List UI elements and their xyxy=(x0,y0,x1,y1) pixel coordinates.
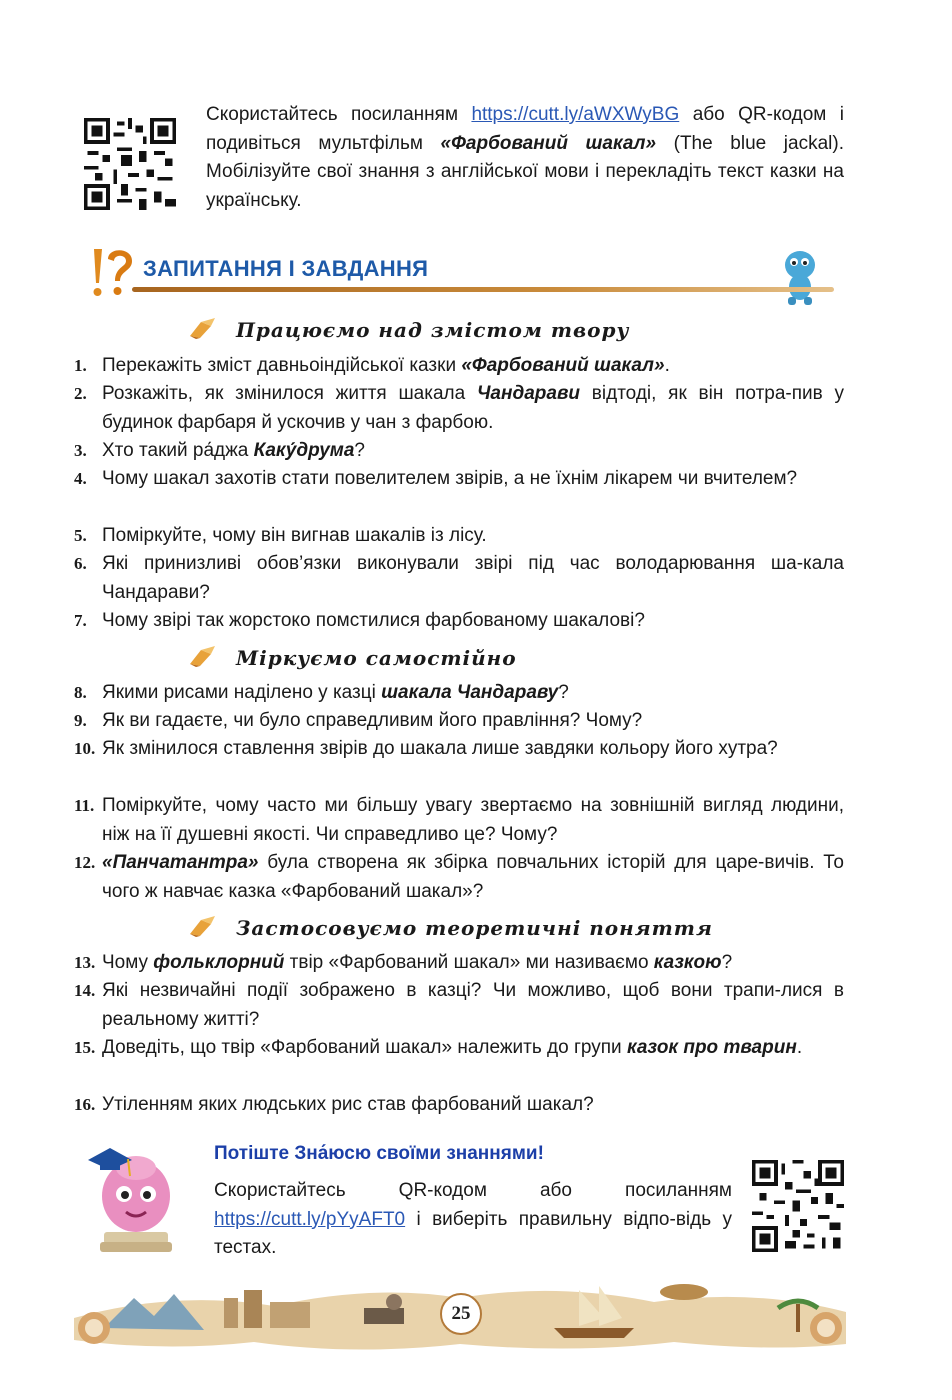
pencil-notebook-icon xyxy=(187,914,219,938)
question-text: Утіленням яких людських рис став фарбований шакал? xyxy=(102,1094,594,1115)
question-16 xyxy=(74,1091,844,1120)
question-emphasis: Чандарави xyxy=(476,383,581,404)
question-text: . xyxy=(664,355,670,376)
mascot-icon xyxy=(774,245,826,307)
test-link[interactable]: https://cutt.ly/pYyAFT0 xyxy=(214,1208,406,1230)
question-number: 8. xyxy=(74,683,87,702)
question-number: 9. xyxy=(74,711,87,730)
film-title: «Фарбований шакал» xyxy=(440,132,657,154)
question-12 xyxy=(74,849,844,906)
question-emphasis: казок про тварин xyxy=(626,1037,797,1058)
page-number: 25 xyxy=(440,1293,482,1335)
question-number: 13. xyxy=(74,953,96,972)
intro-text-1: Скористайтесь посиланням xyxy=(206,104,472,125)
section-heading-3: Застосовуємо теоретичні поняття xyxy=(236,916,713,940)
question-number: 15. xyxy=(74,1038,96,1057)
pencil-notebook-icon xyxy=(187,316,219,340)
question-15 xyxy=(74,1034,844,1063)
question-emphasis: «Панчатантра» xyxy=(102,852,259,873)
intro-text-3: (The blue jackal). Мобілізуйте свої знання з англійської мови і перекладіть текст казки на українську. xyxy=(206,132,844,211)
question-text: Доведіть, що твір «Фарбований шакал» належить до групи xyxy=(102,1037,627,1058)
question-number: 16. xyxy=(74,1095,96,1114)
question-text: Які незвичайні події зображено в казці? Чи можливо, щоб вони трапи-лися в реальному житті? xyxy=(102,980,844,1030)
question-number: 12. xyxy=(74,853,96,872)
question-number: 5. xyxy=(74,526,87,545)
question-number: 3. xyxy=(74,441,87,460)
question-emphasis: шакала Чандараву xyxy=(381,682,559,703)
question-text: твір «Фарбований шакал» ми називаємо xyxy=(284,952,654,973)
question-5 xyxy=(74,522,844,551)
question-text: ? xyxy=(721,952,733,973)
question-9 xyxy=(74,707,844,736)
section-heading-2: Міркуємо самостійно xyxy=(236,646,517,670)
question-number: 14. xyxy=(74,981,96,1000)
question-text: Чому звірі так жорстоко помстилися фарбованому шакалові? xyxy=(102,610,645,631)
cartoon-link[interactable]: https://cutt.ly/aWXWyBG xyxy=(471,104,680,125)
question-3 xyxy=(74,437,844,466)
question-number: 1. xyxy=(74,356,87,375)
question-text: . xyxy=(796,1037,803,1058)
question-text: була створена як збірка повчальних історій для царе-вичів. То чого ж навчає казка «Фарбований шакал»? xyxy=(102,852,844,902)
question-13 xyxy=(74,949,844,978)
question-emphasis: Каку́друма xyxy=(253,440,355,461)
question-number: 10. xyxy=(74,739,96,758)
question-text: Розкажіть, як змінилося життя шакала xyxy=(102,383,477,404)
question-6 xyxy=(74,550,844,607)
question-text: Поміркуйте, чому часто ми більшу увагу звертаємо на зовнішній вигляд людини, ніж на її душевні якості. Чи справедливо це? Чому? xyxy=(102,795,844,845)
intro-paragraph xyxy=(206,101,844,215)
banner-underline xyxy=(132,287,834,292)
question-text: ? xyxy=(558,682,569,703)
intro-text-2: або QR-кодом і подивіться мультфільм xyxy=(206,104,844,154)
qr-code-top[interactable] xyxy=(84,118,176,210)
question-2 xyxy=(74,380,844,437)
question-number: 7. xyxy=(74,611,87,630)
question-text: Чому шакал захотів стати повелителем звірів, а не їхнім лікарем чи вчителем? xyxy=(102,468,798,489)
question-number: 4. xyxy=(74,469,87,488)
question-7 xyxy=(74,607,844,636)
question-text: Перекажіть зміст давньоіндійської казки xyxy=(102,355,462,376)
footer-paragraph xyxy=(214,1177,732,1263)
exclamation-question-icon xyxy=(84,245,136,307)
mascot-character-icon xyxy=(76,1140,188,1260)
question-text: відтоді, як він потра-пив у будинок фарбаря й ускочив у чан з фарбою. xyxy=(102,383,844,433)
question-number: 11. xyxy=(74,796,95,815)
banner-title: ЗАПИТАННЯ І ЗАВДАННЯ xyxy=(143,256,429,281)
question-number: 2. xyxy=(74,384,87,403)
question-text: ? xyxy=(354,440,365,461)
question-text: Як змінилося ставлення звірів до шакала лише завдяки кольору його хутра? xyxy=(102,738,778,759)
question-emphasis: «Фарбований шакал» xyxy=(461,355,665,376)
footer-title: Потіште Зна́юсю своїми знаннями! xyxy=(214,1143,544,1164)
question-text: Поміркуйте, чому він вигнав шакалів із лісу. xyxy=(102,525,487,546)
question-emphasis: казкою xyxy=(653,952,722,973)
question-4 xyxy=(74,465,844,494)
question-10 xyxy=(74,735,844,764)
question-emphasis: фольклорний xyxy=(153,952,285,973)
question-text: Хто такий ра́джа xyxy=(102,440,254,461)
question-text: Як ви гадаєте, чи було справедливим його правління? Чому? xyxy=(102,710,643,731)
question-11 xyxy=(74,792,844,849)
question-text: Якими рисами наділено у казці xyxy=(102,682,382,703)
footer-text-1: Скористайтесь QR-кодом або посиланням xyxy=(214,1180,732,1201)
question-1 xyxy=(74,352,844,381)
question-8 xyxy=(74,679,844,708)
question-text: Чому xyxy=(102,952,154,973)
footer-text-2: і виберіть правильну відпо-відь у тестах. xyxy=(214,1208,732,1258)
qr-code-bottom[interactable] xyxy=(752,1160,844,1252)
section-heading-1: Працюємо над змістом твору xyxy=(236,318,630,342)
question-number: 6. xyxy=(74,554,87,573)
pencil-notebook-icon xyxy=(187,644,219,668)
question-14 xyxy=(74,977,844,1034)
question-text: Які принизливі обов’язки виконували звірі під час володарювання ша-кала Чандарави? xyxy=(102,553,844,603)
